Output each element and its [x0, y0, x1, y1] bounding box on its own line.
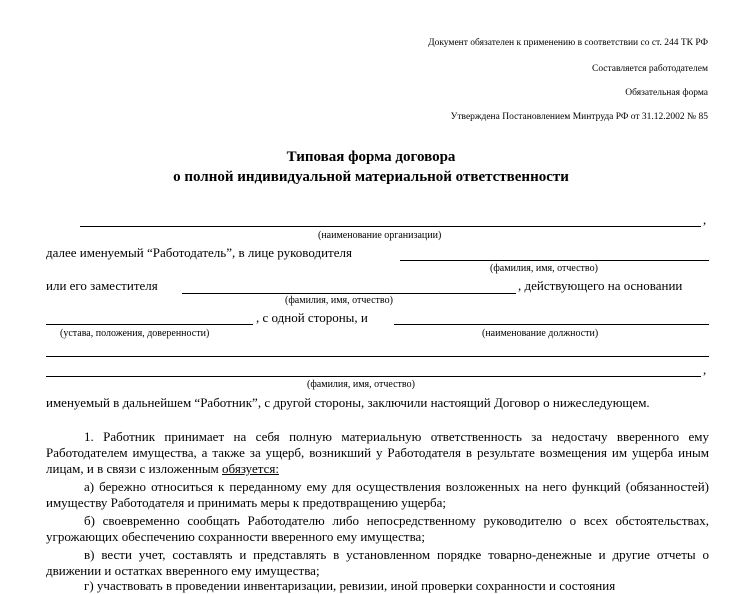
organization-field-line[interactable] [80, 226, 701, 227]
position-caption: (наименование должности) [482, 328, 599, 339]
paragraph-1-text: 1. Работник принимает на себя полную материальную ответственность за недостачу вверенного ему Работодателем имущества, а также за ущерб, возникший у Работодателя в результате возмещения им ущерба иным лицам, и в связи с изложенным [46, 429, 709, 476]
employer-text: далее именуемый “Работодатель”, в лице руководителя [46, 245, 352, 260]
organization-caption: (наименование организации) [318, 230, 442, 241]
basis-caption: (устава, положения, доверенности) [60, 328, 210, 339]
header-line-4: Утверждена Постановлением Минтруда РФ от 31.12.2002 № 85 [450, 112, 708, 122]
employee-field-line-2[interactable] [46, 376, 701, 377]
director-name-caption: (фамилия, имя, отчество) [490, 263, 598, 274]
paragraph-1 [46, 429, 709, 477]
acting-text: , действующего на основании [518, 278, 683, 293]
employee-name-caption: (фамилия, имя, отчество) [307, 379, 415, 390]
employee-field-line-1[interactable] [46, 356, 709, 357]
item-d: г) участвовать в проведении инвентаризации, ревизии, иной проверки сохранности и состояния [84, 578, 616, 593]
comma-1: , [703, 212, 707, 227]
header-line-1: Документ обязателен к применению в соответствии со ст. 244 ТК РФ [428, 38, 708, 48]
deputy-name-line[interactable] [182, 293, 516, 294]
position-field-line[interactable] [394, 324, 709, 325]
deputy-text: или его заместителя [46, 278, 158, 293]
one-side-text: , с одной стороны, и [256, 310, 368, 325]
title-line-2: о полной индивидуальной материальной ответственности [173, 169, 569, 185]
comma-2: , [703, 362, 707, 377]
deputy-name-caption: (фамилия, имя, отчество) [285, 295, 393, 306]
basis-field-line[interactable] [46, 324, 253, 325]
intro-paragraph: именуемый в дальнейшем “Работник”, с другой стороны, заключили настоящий Договор о нижеследующем. [46, 395, 650, 410]
title-line-1: Типовая форма договора [286, 149, 456, 165]
header-line-2: Составляется работодателем [591, 64, 708, 74]
item-a: а) бережно относиться к переданному ему для осуществления возложенных на него функций (обязанностей) имуществу Работодателя и принимать меры к предотвращению ущерба; [46, 479, 709, 510]
director-name-line[interactable] [400, 260, 709, 261]
header-line-3: Обязательная форма [625, 88, 708, 98]
obligation-underlined: обязуется: [222, 461, 279, 476]
item-c: в) вести учет, составлять и представлять в установленном порядке товарно-денежные и другие отчеты о движении и остатках вверенного ему имущества; [46, 547, 709, 578]
item-b: б) своевременно сообщать Работодателю либо непосредственному руководителю о всех обстоятельствах, угрожающих обеспечению сохранности вверенного ему имущества; [46, 513, 709, 544]
